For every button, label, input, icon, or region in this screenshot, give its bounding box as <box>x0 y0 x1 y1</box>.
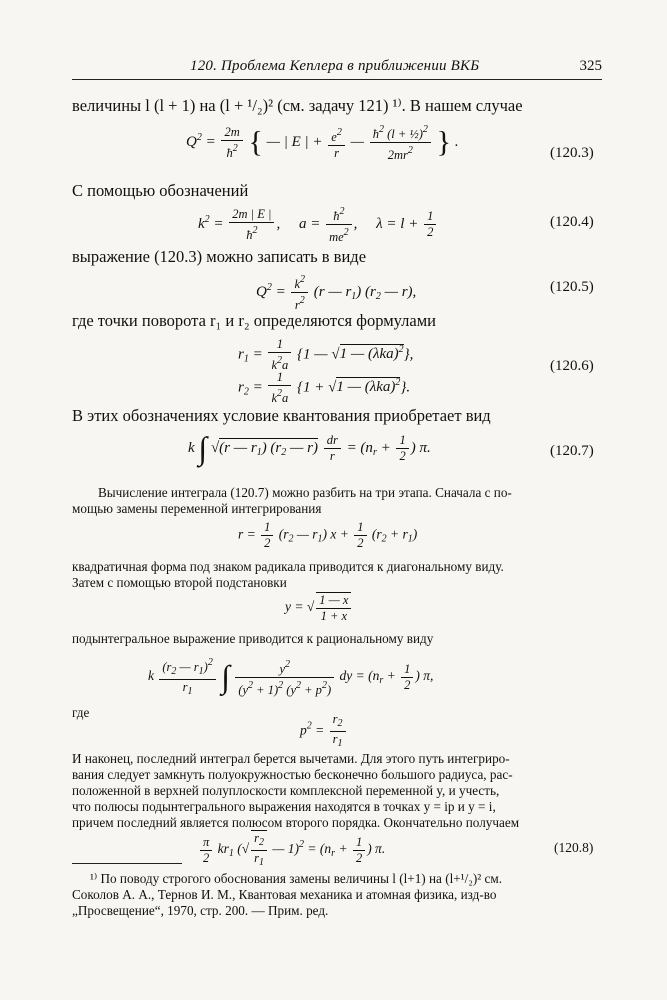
header-title: 120. Проблема Кеплера в приближении ВКБ <box>190 58 480 74</box>
equation-120-3: $Q^2$ = $\frac{2m}{ħ^2}$ { — | E | + $\frac{e^2}{r}$ — $\frac{ħ^2 (l + \frac{1}{2})^2}{2mr^2}$ } . <box>186 124 459 162</box>
footnote-line-3: „Просвещение“, 1970, стр. 200. — Прим. ред. <box>72 903 329 918</box>
small-line-2: мощью замены переменной интегрирования <box>72 501 322 516</box>
equation-120-7: k ∫ √(r — $r_1$) ($r_2$ — r) $\frac{dr}{r}$ = ($n_r$ + $\frac{1}{2}$ ) π. <box>188 430 431 466</box>
small-line-9: положенной в верхней полуплоскости комплексной переменной y, и учесть, <box>72 783 500 798</box>
small-line-6: где <box>72 705 90 720</box>
footnote-line-1: ¹⁾ По поводу строгого обоснования замены величины l (l+1) на (l+¹/₂)² см. <box>90 871 503 886</box>
equation-number-120-8: (120.8) <box>554 840 594 855</box>
equation-p-squared: $p^2$ = $\frac{r_2}{r_1}$ <box>300 712 348 751</box>
body-line-3: выражение (120.3) можно записать в виде <box>72 247 367 266</box>
equation-120-5: $Q^2$ = $\frac{k^2}{r^2}$ (r — $r_1$) ($r_2$ — r), <box>256 274 417 312</box>
equation-120-6-r1: $r_1$ = $\frac{1}{k^2a}$ {1 — √1 — $(\lambda ka)^2$}, <box>238 337 414 372</box>
page-number: 325 <box>579 58 602 74</box>
footnote-rule <box>72 863 182 864</box>
small-line-8: вания следует замкнуть полуокружностью бесконечно большого радиуса, рас- <box>72 767 513 782</box>
body-line-2: С помощью обозначений <box>72 181 249 200</box>
equation-number-120-4: (120.4) <box>550 214 594 230</box>
equation-number-120-7: (120.7) <box>550 443 594 459</box>
body-line-1: величины l (l + 1) на (l + ¹/₂)² (см. задачу 121) ¹⁾. В нашем случае <box>72 96 523 115</box>
small-line-5: подынтегральное выражение приводится к рациональному виду <box>72 631 434 646</box>
small-line-7: И наконец, последний интеграл берется вычетами. Для этого путь интегриро- <box>72 751 510 766</box>
small-line-10: что полюсы подынтегрального выражения находятся в точках y = ip и y = i, <box>72 799 496 814</box>
equation-substitution-r: r = $\frac{1}{2}$ ($r_2$ — $r_1$) x + $\frac{1}{2}$ $(r_2 + r_1)$ <box>238 520 418 550</box>
equation-number-120-6: (120.6) <box>550 358 594 374</box>
equation-rational-integral: k $\frac{(r_2 — r_1)^2}{r_1}$ ∫ $\frac{y^2}{(y^2 + 1)^2 (y^2 + p^2)}$ dy = ($n_r$ + $\frac{1}{2}$ ) π, <box>148 657 434 697</box>
equation-120-8: $\frac{\pi}{2}$ $kr_1$ (√ $\frac{r_2}{r_1}$ — $1)^2 = (n_r$ + $\frac{1}{2}$ ) π. <box>198 830 385 870</box>
body-line-5: В этих обозначениях условие квантования приобретает вид <box>72 406 491 425</box>
small-line-4: Затем с помощью второй подстановки <box>72 575 287 590</box>
equation-120-4: $k^2$ = $\frac{2m | E |}{ħ^2}$ , a = $\frac{ħ^2}{me^2}$ , λ = l + $\frac{1}{2}$ <box>198 204 438 245</box>
small-line-11: причем последний является полюсом второго порядка. Окончательно получаем <box>72 815 520 830</box>
small-line-1: Вычисление интеграла (120.7) можно разбить на три этапа. Сначала с по- <box>98 485 512 500</box>
body-line-4: где точки поворота r₁ и r₂ определяются формулами <box>72 311 436 330</box>
running-header <box>72 58 602 80</box>
equation-number-120-3: (120.3) <box>550 145 594 161</box>
footnote-line-2: Соколов А. А., Тернов И. М., Квантовая механика и атомная физика, изд-во <box>72 887 497 902</box>
equation-substitution-y: y = √ $\frac{1 — x}{1 + x}$ <box>285 592 353 624</box>
equation-120-6-r2: $r_2$ = $\frac{1}{k^2a}$ {1 + √1 — $(\lambda ka)^2$}. <box>238 370 411 405</box>
small-line-3: квадратичная форма под знаком радикала приводится к диагональному виду. <box>72 559 504 574</box>
equation-number-120-5: (120.5) <box>550 279 594 295</box>
